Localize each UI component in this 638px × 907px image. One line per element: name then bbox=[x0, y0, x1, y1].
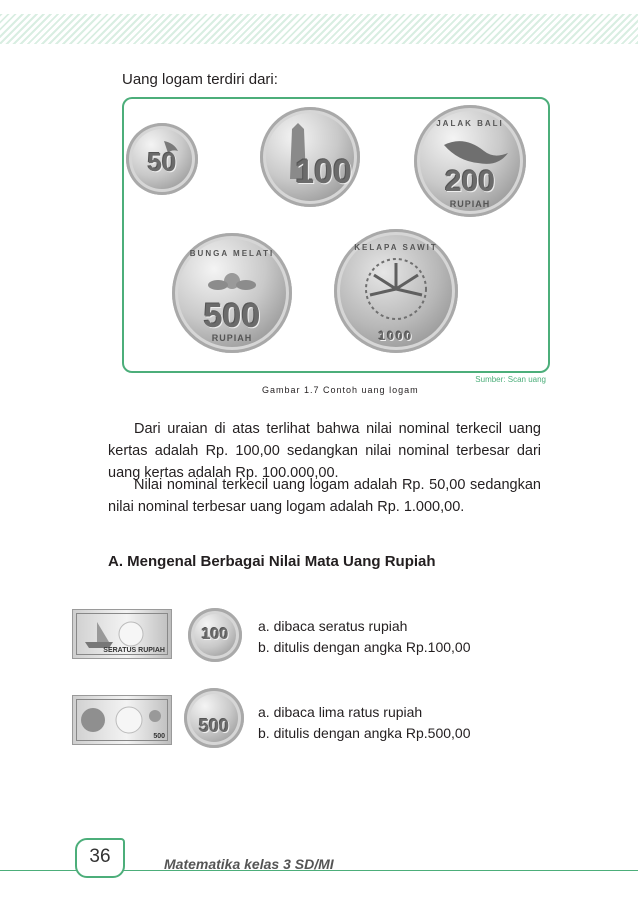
definition-100 bbox=[258, 616, 471, 658]
banknote-500 bbox=[72, 695, 172, 745]
paragraph: Nilai nominal terkecil uang logam adalah Rp. 50,00 sedangkan nilai nominal terbesar uang logam adalah Rp. 1.000,00. bbox=[108, 477, 541, 515]
coin-value: 100 bbox=[201, 626, 229, 643]
definition-500 bbox=[258, 702, 471, 744]
banknote-100 bbox=[72, 609, 172, 659]
coin-100 bbox=[260, 107, 360, 207]
coin-value: 200 bbox=[444, 165, 496, 198]
coin-50 bbox=[126, 123, 198, 195]
coin-photo-frame bbox=[122, 97, 550, 373]
coin-top-text: KELAPA SAWIT bbox=[354, 243, 438, 252]
section-heading: A. Mengenal Berbagai Nilai Mata Uang Rupiah bbox=[108, 553, 436, 570]
coin-500-small bbox=[184, 688, 244, 748]
coin-value: 1000 bbox=[378, 329, 414, 343]
paragraph: Dari uraian di atas terlihat bahwa nilai nominal terkecil uang kertas adalah Rp. 100,00 sedangkan nilai nominal terbesar dari uang kertas adalah Rp. 100.000,00. bbox=[108, 421, 541, 481]
coin-100-small bbox=[188, 608, 242, 662]
image-source: Sumber: Scan uang bbox=[475, 375, 546, 384]
banknote-label: 500 bbox=[153, 733, 165, 740]
coin-500 bbox=[172, 233, 292, 353]
header-hatch-band bbox=[0, 14, 638, 44]
coin-value: 500 bbox=[203, 297, 261, 335]
intro-text: Uang logam terdiri dari: bbox=[122, 71, 278, 88]
coin-1000 bbox=[334, 229, 458, 353]
coin-top-text: BUNGA MELATI bbox=[189, 249, 275, 258]
coin-value: 500 bbox=[198, 716, 230, 736]
coin-unit: RUPIAH bbox=[449, 199, 491, 209]
coin-200 bbox=[414, 105, 526, 217]
read-as: a. dibaca seratus rupiah bbox=[258, 618, 408, 634]
coin-unit: RUPIAH bbox=[211, 333, 253, 343]
footer-book-title: Matematika kelas 3 SD/MI bbox=[164, 856, 334, 872]
page-number: 36 bbox=[75, 838, 125, 878]
read-as: a. dibaca lima ratus rupiah bbox=[258, 704, 423, 720]
banknote-label: SERATUS RUPIAH bbox=[103, 647, 165, 654]
written-as: b. ditulis dengan angka Rp.500,00 bbox=[258, 725, 471, 741]
figure-caption: Gambar 1.7 Contoh uang logam bbox=[262, 385, 419, 395]
written-as: b. ditulis dengan angka Rp.100,00 bbox=[258, 639, 471, 655]
coin-top-text: JALAK BALI bbox=[436, 119, 504, 128]
coin-value: 50 bbox=[147, 147, 177, 177]
coin-value: 100 bbox=[295, 153, 352, 191]
